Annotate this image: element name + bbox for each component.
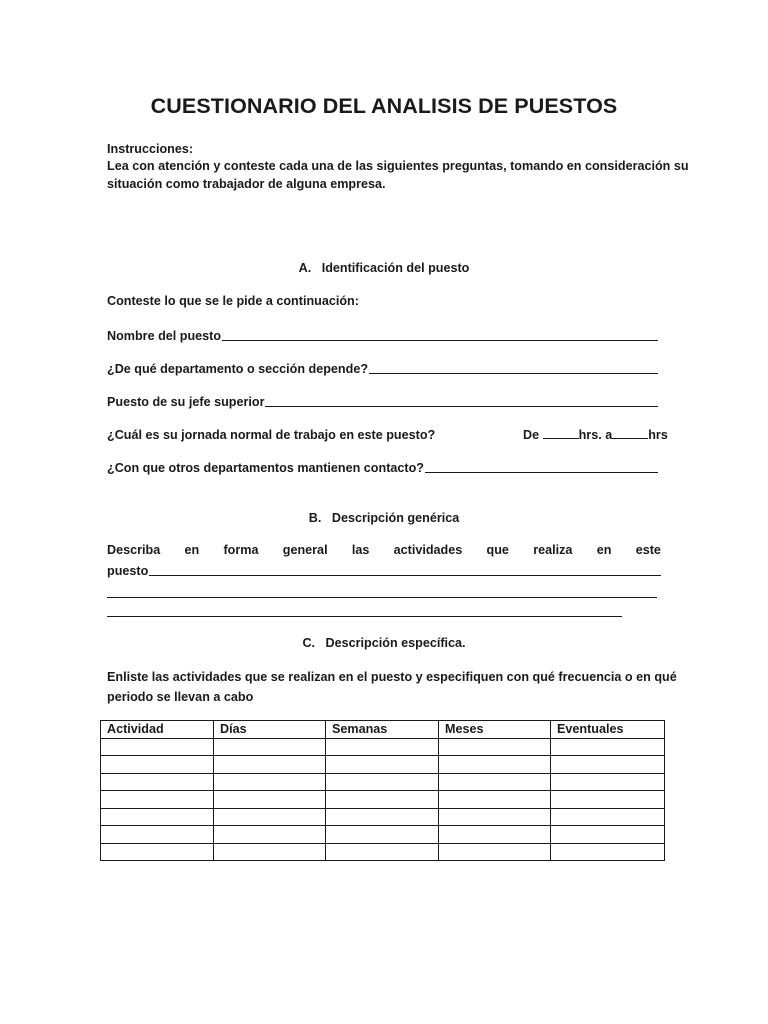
table-body [101, 738, 665, 861]
activities-field[interactable] [107, 562, 661, 580]
word: las [351, 543, 370, 557]
table-cell[interactable] [551, 773, 665, 791]
table-row [101, 808, 665, 826]
table-row [101, 843, 665, 861]
table-cell[interactable] [551, 738, 665, 756]
word: realiza [533, 543, 573, 557]
column-header-meses: Meses [439, 721, 551, 739]
contacts-label: ¿Con que otros departamentos mantienen contacto? [107, 461, 424, 475]
schedule-from-label: De [523, 428, 540, 442]
department-field[interactable] [107, 360, 658, 378]
table-cell[interactable] [101, 808, 214, 826]
table-cell[interactable] [214, 808, 326, 826]
word: general [282, 543, 328, 557]
instructions-line-2: situación como trabajador de alguna empresa. [107, 177, 386, 191]
column-header-semanas: Semanas [326, 721, 439, 739]
table-cell[interactable] [439, 738, 551, 756]
column-header-eventuales: Eventuales [551, 721, 665, 739]
activities-blank-3[interactable] [107, 616, 622, 617]
table-cell[interactable] [326, 756, 439, 774]
word: este [635, 543, 661, 557]
table-row [101, 756, 665, 774]
table-cell[interactable] [551, 843, 665, 861]
word: en [184, 543, 200, 557]
schedule-start-blank[interactable] [543, 427, 579, 439]
section-a-letter: A. [298, 261, 312, 275]
word: que [486, 543, 509, 557]
table-cell[interactable] [326, 738, 439, 756]
section-c-letter: C. [302, 636, 316, 650]
section-a-intro: Conteste lo que se le pide a continuación: [107, 294, 359, 308]
table-cell[interactable] [214, 756, 326, 774]
section-b-heading [0, 509, 768, 527]
section-c-title: Descripción específica. [325, 636, 466, 650]
table-cell[interactable] [326, 791, 439, 809]
schedule-hrs-a-label: hrs. a [578, 428, 613, 442]
activities-blank-1[interactable] [149, 574, 661, 576]
table-cell[interactable] [439, 791, 551, 809]
table-cell[interactable] [101, 756, 214, 774]
column-header-dias: Días [214, 721, 326, 739]
instructions-line-1: Lea con atención y conteste cada una de las siguientes preguntas, tomando en consideración su [107, 159, 689, 173]
section-c-line-2: periodo se llevan a cabo [107, 690, 254, 704]
boss-label: Puesto de su jefe superior [107, 395, 265, 409]
schedule-label: ¿Cuál es su jornada normal de trabajo en este puesto? [107, 428, 436, 442]
contacts-field[interactable] [107, 459, 658, 477]
schedule-hours-field[interactable] [523, 426, 668, 444]
table-cell[interactable] [214, 791, 326, 809]
table-cell[interactable] [326, 773, 439, 791]
table-cell[interactable] [551, 791, 665, 809]
schedule-end-blank[interactable] [612, 427, 648, 439]
section-c-heading [0, 634, 768, 652]
department-label: ¿De qué departamento o sección depende? [107, 362, 369, 376]
table-cell[interactable] [101, 826, 214, 844]
table-cell[interactable] [214, 773, 326, 791]
contacts-blank[interactable] [425, 471, 658, 473]
table-cell[interactable] [439, 773, 551, 791]
section-c-line-1: Enliste las actividades que se realizan en el puesto y especifiquen con qué frecuencia o en qué [107, 670, 677, 684]
table-header-row [101, 721, 665, 739]
activities-blank-2[interactable] [107, 597, 657, 598]
table-cell[interactable] [101, 773, 214, 791]
job-name-field[interactable] [107, 327, 658, 345]
table-cell[interactable] [214, 843, 326, 861]
table-cell[interactable] [439, 826, 551, 844]
column-header-actividad: Actividad [101, 721, 214, 739]
table-cell[interactable] [439, 808, 551, 826]
word: forma [223, 543, 259, 557]
section-a-title: Identificación del puesto [321, 261, 470, 275]
word: actividades [393, 543, 463, 557]
boss-blank[interactable] [265, 405, 658, 407]
table-cell[interactable] [439, 756, 551, 774]
table-row [101, 738, 665, 756]
job-name-blank[interactable] [222, 339, 658, 341]
boss-field[interactable] [107, 393, 658, 411]
table-cell[interactable] [101, 738, 214, 756]
table-row [101, 826, 665, 844]
table-cell[interactable] [101, 843, 214, 861]
table-cell[interactable] [214, 826, 326, 844]
section-b-letter: B. [308, 511, 322, 525]
department-blank[interactable] [369, 372, 658, 374]
section-b-title: Descripción genérica [331, 511, 460, 525]
job-name-label: Nombre del puesto [107, 329, 222, 343]
word: Describa [107, 543, 161, 557]
table-cell[interactable] [326, 843, 439, 861]
activities-label: puesto [107, 564, 149, 578]
section-a-heading [0, 259, 768, 277]
table-cell[interactable] [551, 826, 665, 844]
schedule-hrs-label: hrs [648, 428, 668, 442]
table-row [101, 773, 665, 791]
table-cell[interactable] [101, 791, 214, 809]
activity-frequency-table [100, 720, 665, 861]
table-cell[interactable] [551, 808, 665, 826]
section-b-line-1 [107, 541, 661, 559]
table-cell[interactable] [326, 826, 439, 844]
table-row [101, 791, 665, 809]
page-title: CUESTIONARIO DEL ANALISIS DE PUESTOS [150, 94, 618, 118]
table-cell[interactable] [214, 738, 326, 756]
table-cell[interactable] [551, 756, 665, 774]
table-cell[interactable] [326, 808, 439, 826]
table-cell[interactable] [439, 843, 551, 861]
word: en [596, 543, 612, 557]
instructions-heading: Instrucciones: [107, 142, 194, 156]
